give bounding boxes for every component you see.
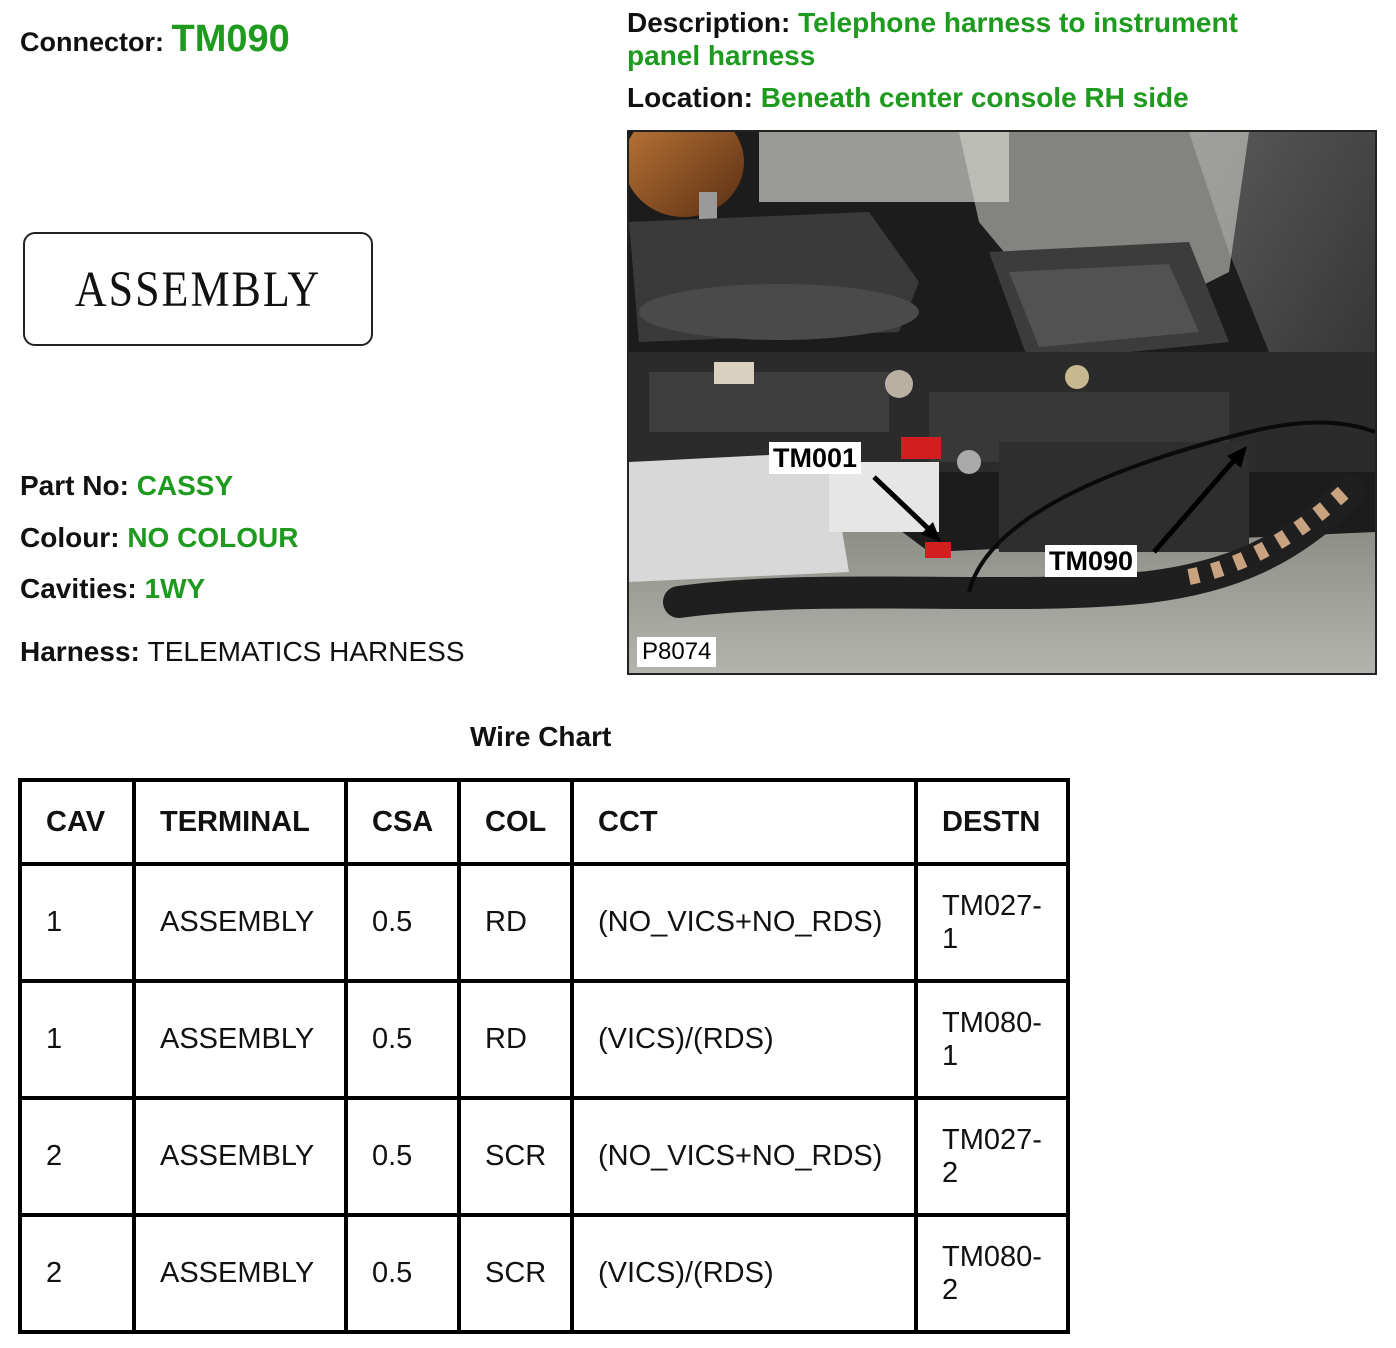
harness-label: Harness: xyxy=(20,636,140,667)
location-field xyxy=(627,82,1189,114)
location-label: Location: xyxy=(627,82,753,113)
cell-cct: (NO_VICS+NO_RDS) xyxy=(572,864,916,981)
cell-terminal: ASSEMBLY xyxy=(134,1098,346,1215)
table-row xyxy=(20,1098,1068,1215)
harness-field xyxy=(20,636,465,668)
cell-col: RD xyxy=(459,864,572,981)
cell-cct: (VICS)/(RDS) xyxy=(572,1215,916,1332)
cell-cav: 2 xyxy=(20,1215,134,1332)
table-header-row xyxy=(20,780,1068,864)
cell-col: SCR xyxy=(459,1098,572,1215)
connector-label: Connector: xyxy=(20,27,164,57)
cell-csa: 0.5 xyxy=(346,864,459,981)
wire-chart-title: Wire Chart xyxy=(470,721,612,752)
cell-terminal: ASSEMBLY xyxy=(134,1215,346,1332)
callout-tm090: TM090 xyxy=(1045,545,1137,577)
description-label: Description: xyxy=(627,7,791,38)
table-row xyxy=(20,981,1068,1098)
part-number-label: Part No: xyxy=(20,470,129,501)
header-col: COL xyxy=(459,780,572,864)
cavities-label: Cavities: xyxy=(20,573,137,604)
photo-illustration xyxy=(629,132,1375,673)
colour-label: Colour: xyxy=(20,522,120,553)
cavities-value: 1WY xyxy=(144,573,206,604)
connector-value: TM090 xyxy=(171,18,290,60)
assembly-text: ASSEMBLY xyxy=(74,260,322,318)
cell-cct: (NO_VICS+NO_RDS) xyxy=(572,1098,916,1215)
cell-csa: 0.5 xyxy=(346,1098,459,1215)
cavities-field xyxy=(20,573,205,605)
cell-csa: 0.5 xyxy=(346,1215,459,1332)
cell-cct: (VICS)/(RDS) xyxy=(572,981,916,1098)
part-number-value: CASSY xyxy=(136,470,234,501)
cell-cav: 1 xyxy=(20,981,134,1098)
wire-chart-table xyxy=(18,778,1070,1334)
table-row xyxy=(20,864,1068,981)
header-terminal: TERMINAL xyxy=(134,780,346,864)
photo-reference-label: P8074 xyxy=(637,637,716,667)
header-destn: DESTN xyxy=(916,780,1068,864)
cell-col: SCR xyxy=(459,1215,572,1332)
table-row xyxy=(20,1215,1068,1332)
location-photo xyxy=(627,130,1377,675)
part-number-field xyxy=(20,470,233,502)
description-field xyxy=(627,6,1267,72)
header-cct: CCT xyxy=(572,780,916,864)
cell-destn: TM080-2 xyxy=(916,1215,1068,1332)
harness-value: TELEMATICS HARNESS xyxy=(147,636,465,667)
connector-field xyxy=(20,18,290,61)
location-value: Beneath center console RH side xyxy=(760,82,1189,113)
cell-terminal: ASSEMBLY xyxy=(134,981,346,1098)
description-value: Telephone harness to instrument panel harness xyxy=(627,7,1238,71)
cell-col: RD xyxy=(459,981,572,1098)
cell-cav: 2 xyxy=(20,1098,134,1215)
colour-value: NO COLOUR xyxy=(127,522,299,553)
callout-tm001: TM001 xyxy=(769,442,861,474)
colour-field xyxy=(20,522,298,554)
cell-csa: 0.5 xyxy=(346,981,459,1098)
cell-cav: 1 xyxy=(20,864,134,981)
cell-destn: TM027-1 xyxy=(916,864,1068,981)
connector-face-diagram xyxy=(23,232,373,346)
header-cav: CAV xyxy=(20,780,134,864)
header-csa: CSA xyxy=(346,780,459,864)
cell-destn: TM027-2 xyxy=(916,1098,1068,1215)
cell-terminal: ASSEMBLY xyxy=(134,864,346,981)
cell-destn: TM080-1 xyxy=(916,981,1068,1098)
